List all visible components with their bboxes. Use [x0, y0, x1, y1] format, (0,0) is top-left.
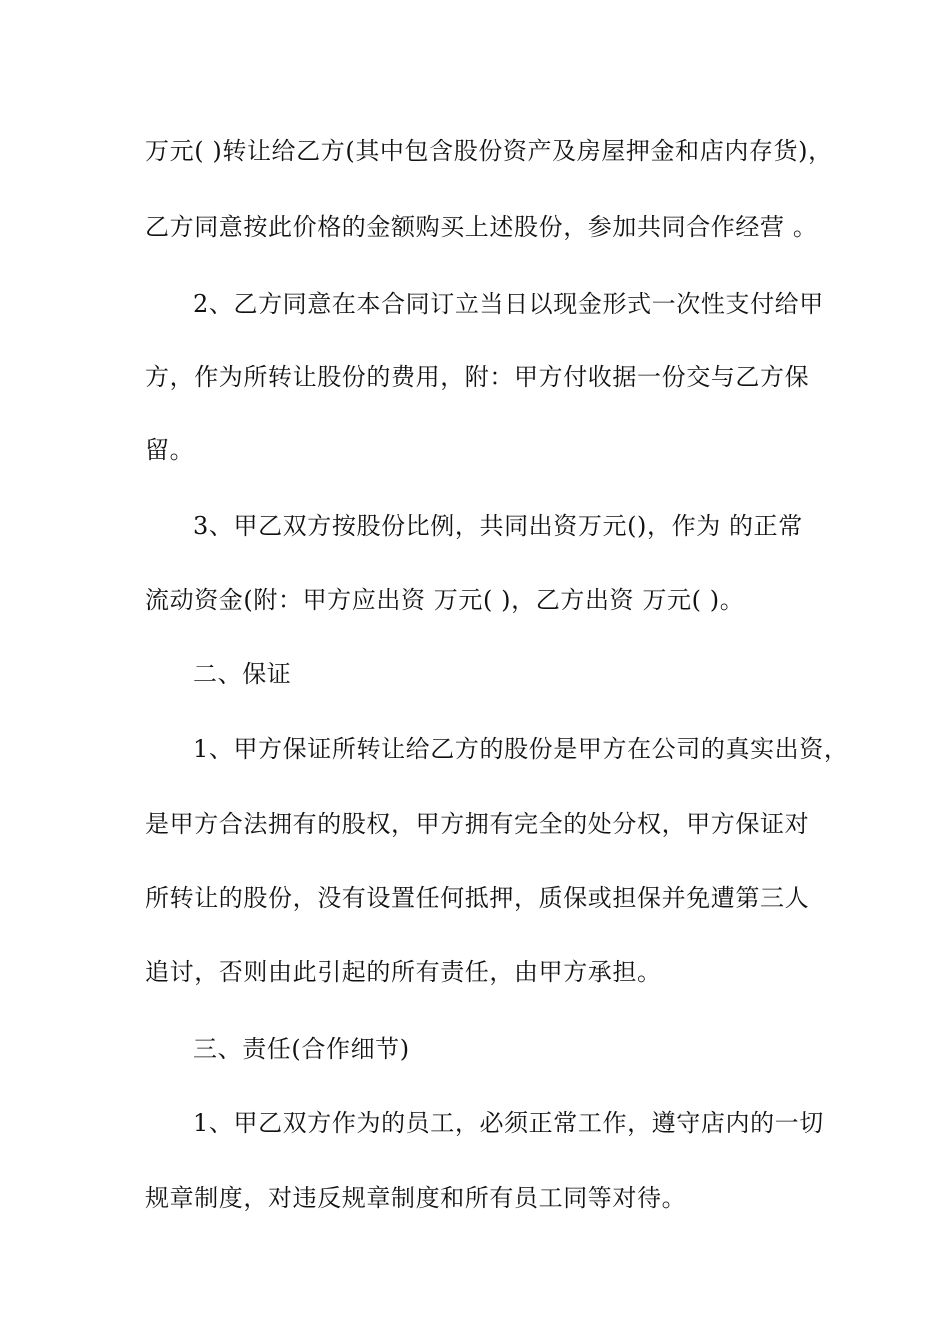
text-line: 1、甲方保证所转让给乙方的股份是甲方在公司的真实出资，	[193, 735, 849, 763]
text-line: 所转让的股份，没有设置任何抵押，质保或担保并免遭第三人	[145, 884, 810, 912]
section-heading: 三、责任(合作细节)	[193, 1035, 410, 1063]
text-line: 万元( )转让给乙方(其中包含股份资产及房屋押金和店内存货)，	[145, 137, 833, 165]
text-line: 乙方同意按此价格的金额购买上述股份，参加共同合作经营 。	[145, 213, 818, 241]
section-heading: 二、保证	[193, 660, 292, 688]
text-line: 规章制度，对违反规章制度和所有员工同等对待。	[145, 1184, 687, 1212]
text-line: 2、乙方同意在本合同订立当日以现金形式一次性支付给甲	[193, 290, 824, 318]
text-line: 方，作为所转让股份的费用，附：甲方付收据一份交与乙方保	[145, 363, 810, 391]
text-line: 流动资金(附：甲方应出资 万元( )，乙方出资 万元( )。	[145, 586, 745, 614]
text-line: 追讨，否则由此引起的所有责任，由甲方承担。	[145, 958, 662, 986]
text-line: 3、甲乙双方按股份比例，共同出资万元()，作为 的正常	[193, 512, 803, 540]
text-line: 1、甲乙双方作为的员工，必须正常工作，遵守店内的一切	[193, 1109, 824, 1137]
text-line: 留。	[145, 436, 195, 464]
text-line: 是甲方合法拥有的股权，甲方拥有完全的处分权，甲方保证对	[145, 810, 810, 838]
